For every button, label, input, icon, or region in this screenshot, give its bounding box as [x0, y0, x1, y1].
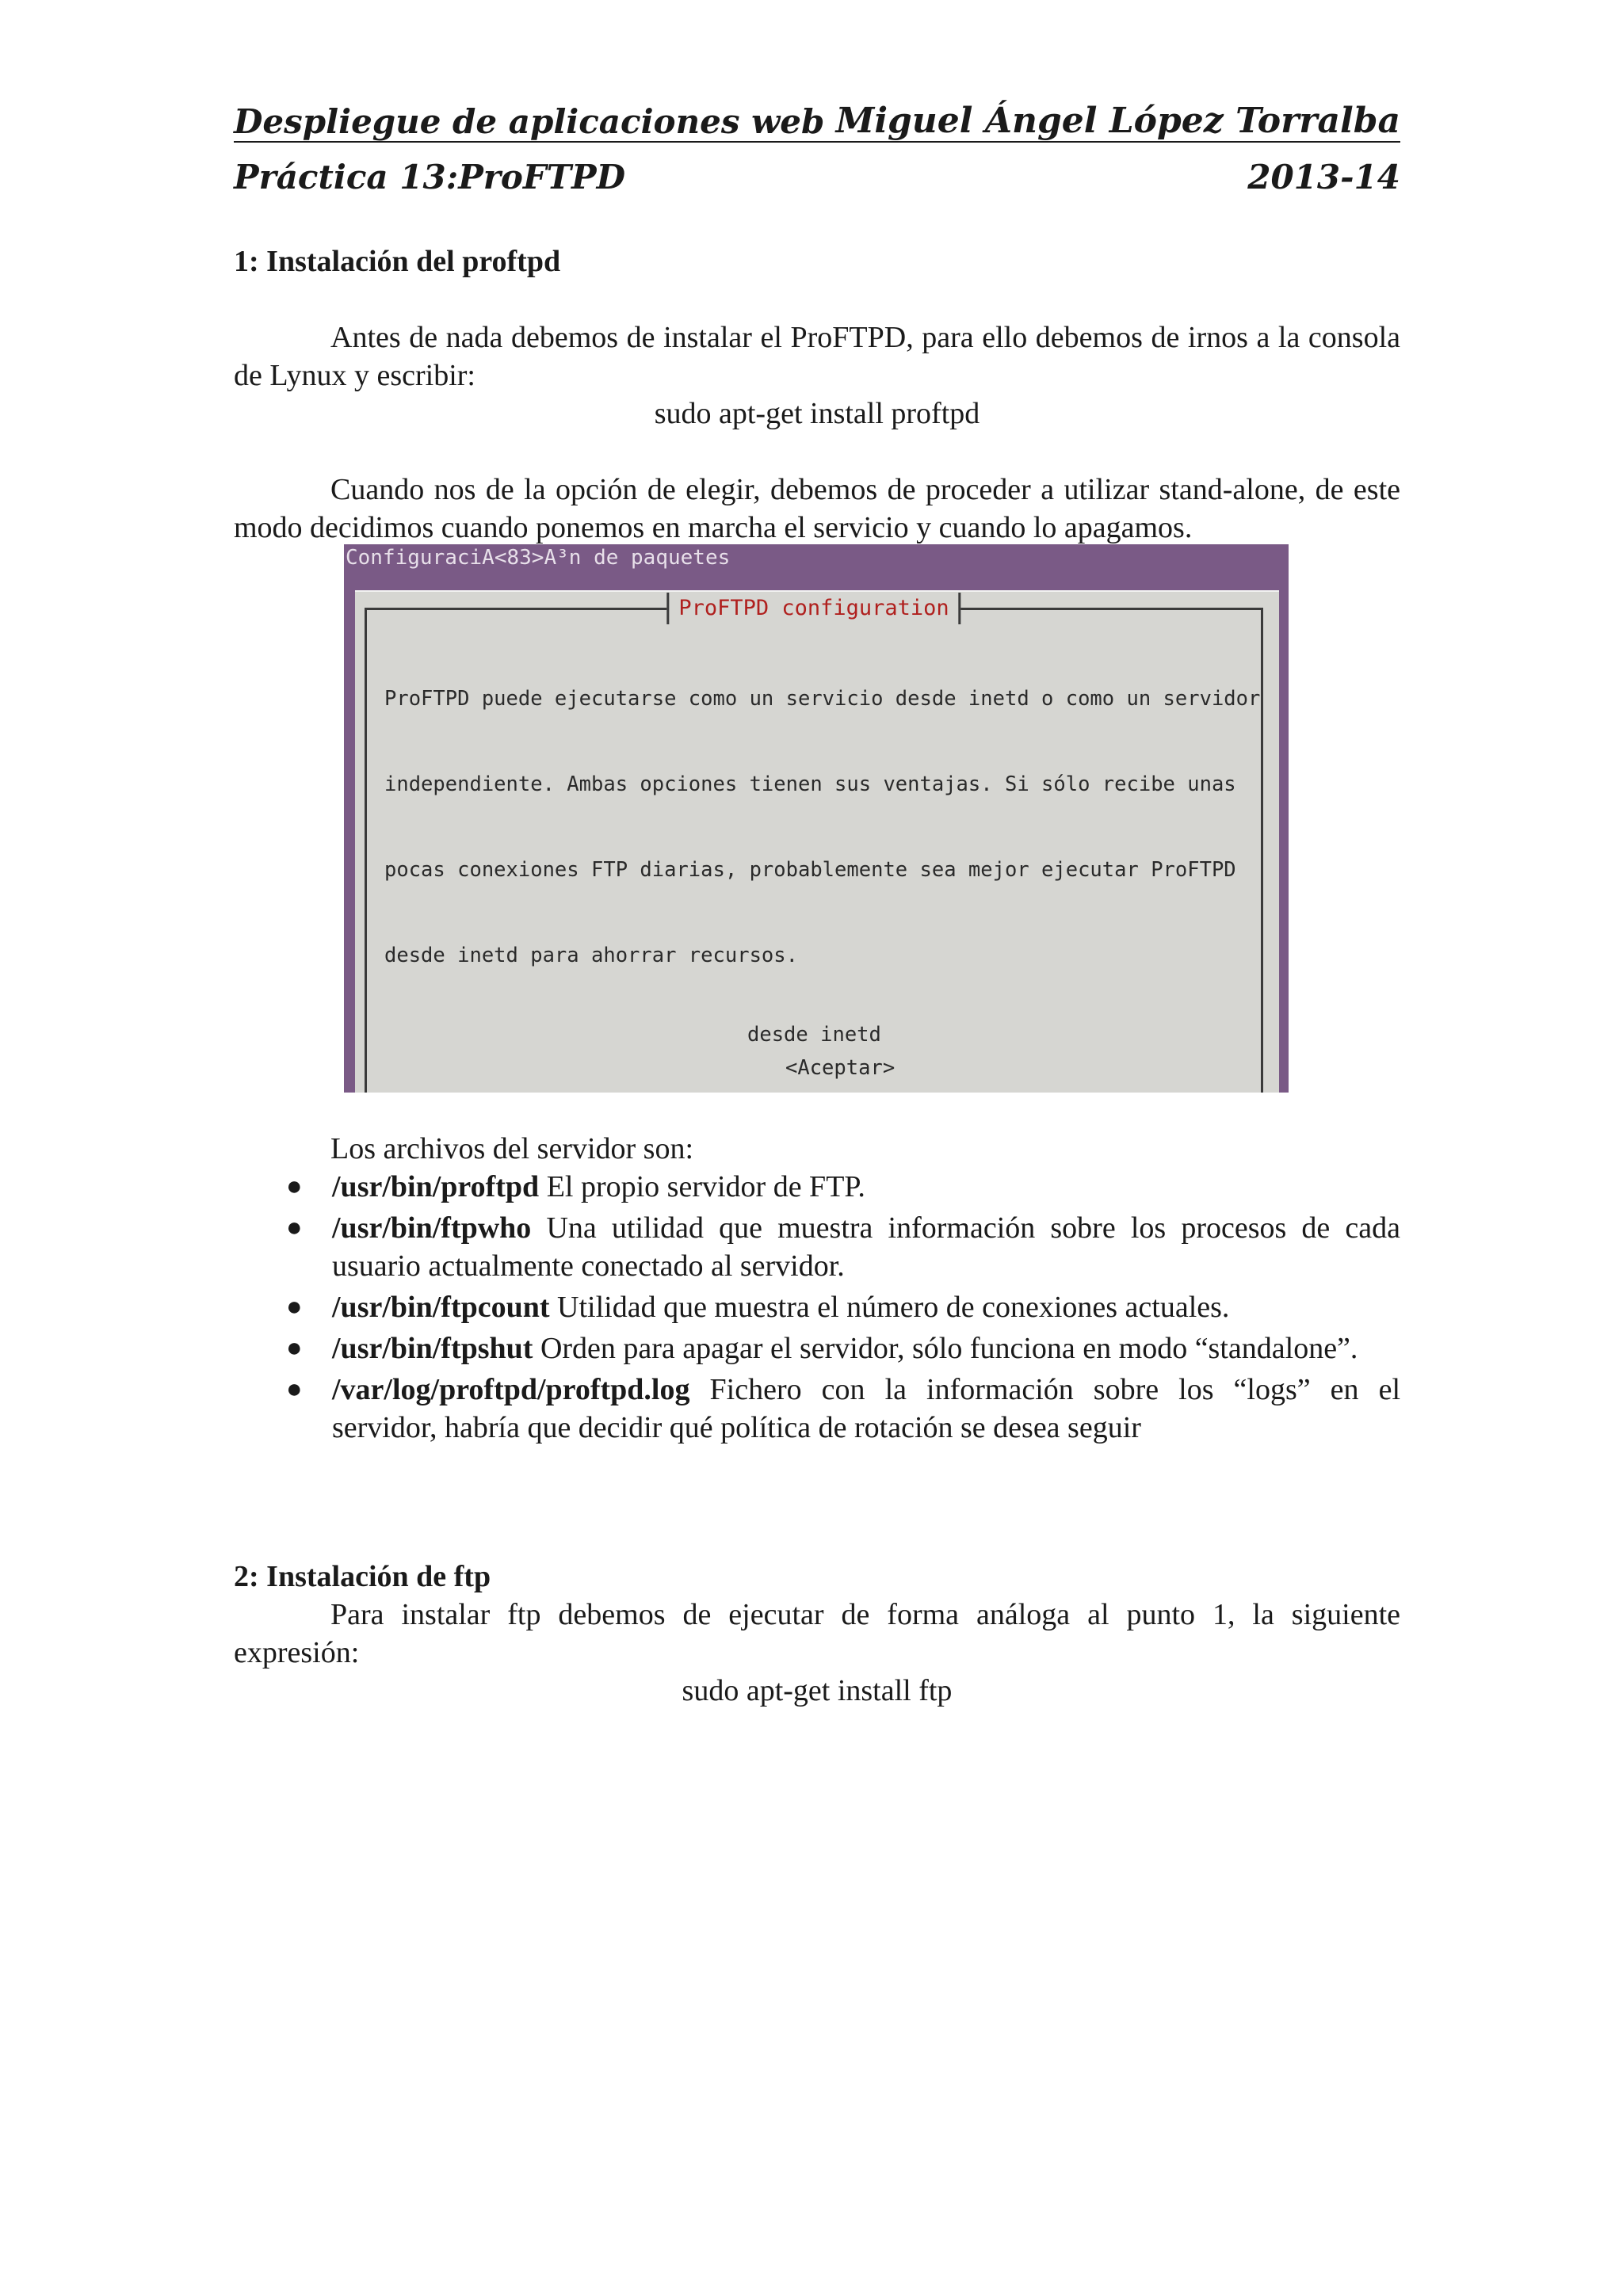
- file-path: /usr/bin/proftpd: [332, 1170, 540, 1203]
- terminal-body-line: desde inetd para ahorrar recursos.: [384, 944, 798, 967]
- terminal-screenshot: [344, 544, 1289, 1093]
- file-description: Utilidad que muestra el número de conexiones actuales.: [557, 1291, 1230, 1324]
- file-path: /usr/bin/ftpwho: [332, 1211, 532, 1245]
- file-description: Una utilidad que muestra información sobre los procesos de cada usuario actualmente conectado al servidor.: [332, 1211, 1401, 1283]
- section-2-heading: 2: Instalación de ftp: [234, 1560, 491, 1593]
- file-description: El propio servidor de FTP.: [546, 1170, 865, 1203]
- section-1-command: sudo apt-get install proftpd: [654, 397, 980, 430]
- terminal-dialog: [355, 590, 1279, 1093]
- file-description: Orden para apagar el servidor, sólo funciona en modo “standalone”.: [540, 1332, 1358, 1365]
- bullet-icon: ●: [286, 1172, 303, 1201]
- file-path: /usr/bin/ftpshut: [332, 1332, 533, 1365]
- header-author: Miguel Ángel López Torralba: [835, 101, 1400, 141]
- file-description: Fichero con la información sobre los “logs” en el servidor, habría que decidir qué política de rotación se desea seguir: [332, 1373, 1400, 1444]
- terminal-dialog-title: ProFTPD configuration: [666, 593, 960, 624]
- page-header-row-1: [234, 100, 1400, 143]
- bullet-icon: ●: [286, 1213, 303, 1242]
- terminal-dialog-frame: [365, 596, 1263, 1093]
- page-header-row-2: [234, 151, 1400, 196]
- terminal-accept-button[interactable]: <Aceptar>: [785, 1056, 896, 1080]
- bullet-icon: ●: [286, 1292, 303, 1322]
- section-1-heading: 1: Instalación del proftpd: [234, 245, 561, 278]
- section-2-intro: Para instalar ftp debemos de ejecutar de forma análoga al punto 1, la siguiente expresión:: [234, 1598, 1400, 1669]
- list-item: [234, 1209, 1400, 1285]
- files-list: [234, 1168, 1400, 1447]
- bullet-icon: ●: [286, 1375, 303, 1404]
- header-year: 2013-14: [1247, 158, 1400, 196]
- file-path: /var/log/proftpd/proftpd.log: [332, 1373, 690, 1406]
- terminal-body-line: pocas conexiones FTP diarias, probablemente sea mejor ejecutar ProFTPD: [384, 858, 1236, 882]
- list-item: [234, 1371, 1400, 1447]
- terminal-body-line: ProFTPD puede ejecutarse como un servicio desde inetd o como un servidor: [384, 687, 1261, 711]
- terminal-title-bar: ConfiguraciA<83>A³n de paquetes: [346, 546, 731, 570]
- file-path: /usr/bin/ftpcount: [332, 1291, 550, 1324]
- section-1-intro: Antes de nada debemos de instalar el ProFTPD, para ello debemos de irnos a la consola de Lynux y escribir:: [234, 321, 1400, 392]
- list-item: [234, 1329, 1400, 1367]
- header-practice: Práctica 13:ProFTPD: [234, 158, 626, 196]
- list-item: [234, 1168, 1400, 1206]
- files-intro: Los archivos del servidor son:: [330, 1132, 694, 1165]
- bullet-icon: ●: [286, 1333, 303, 1363]
- section-1-standalone-note: Cuando nos de la opción de elegir, debemos de proceder a utilizar stand-alone, de este modo decidimos cuando ponemos en marcha el servicio y cuando lo apagamos.: [234, 473, 1400, 544]
- terminal-option-inetd[interactable]: desde inetd: [747, 1023, 881, 1047]
- header-course: Despliegue de aplicaciones web: [234, 102, 825, 141]
- section-2-command: sudo apt-get install ftp: [682, 1674, 953, 1707]
- terminal-body-line: independiente. Ambas opciones tienen sus ventajas. Si sólo recibe unas: [384, 772, 1236, 796]
- list-item: [234, 1288, 1400, 1326]
